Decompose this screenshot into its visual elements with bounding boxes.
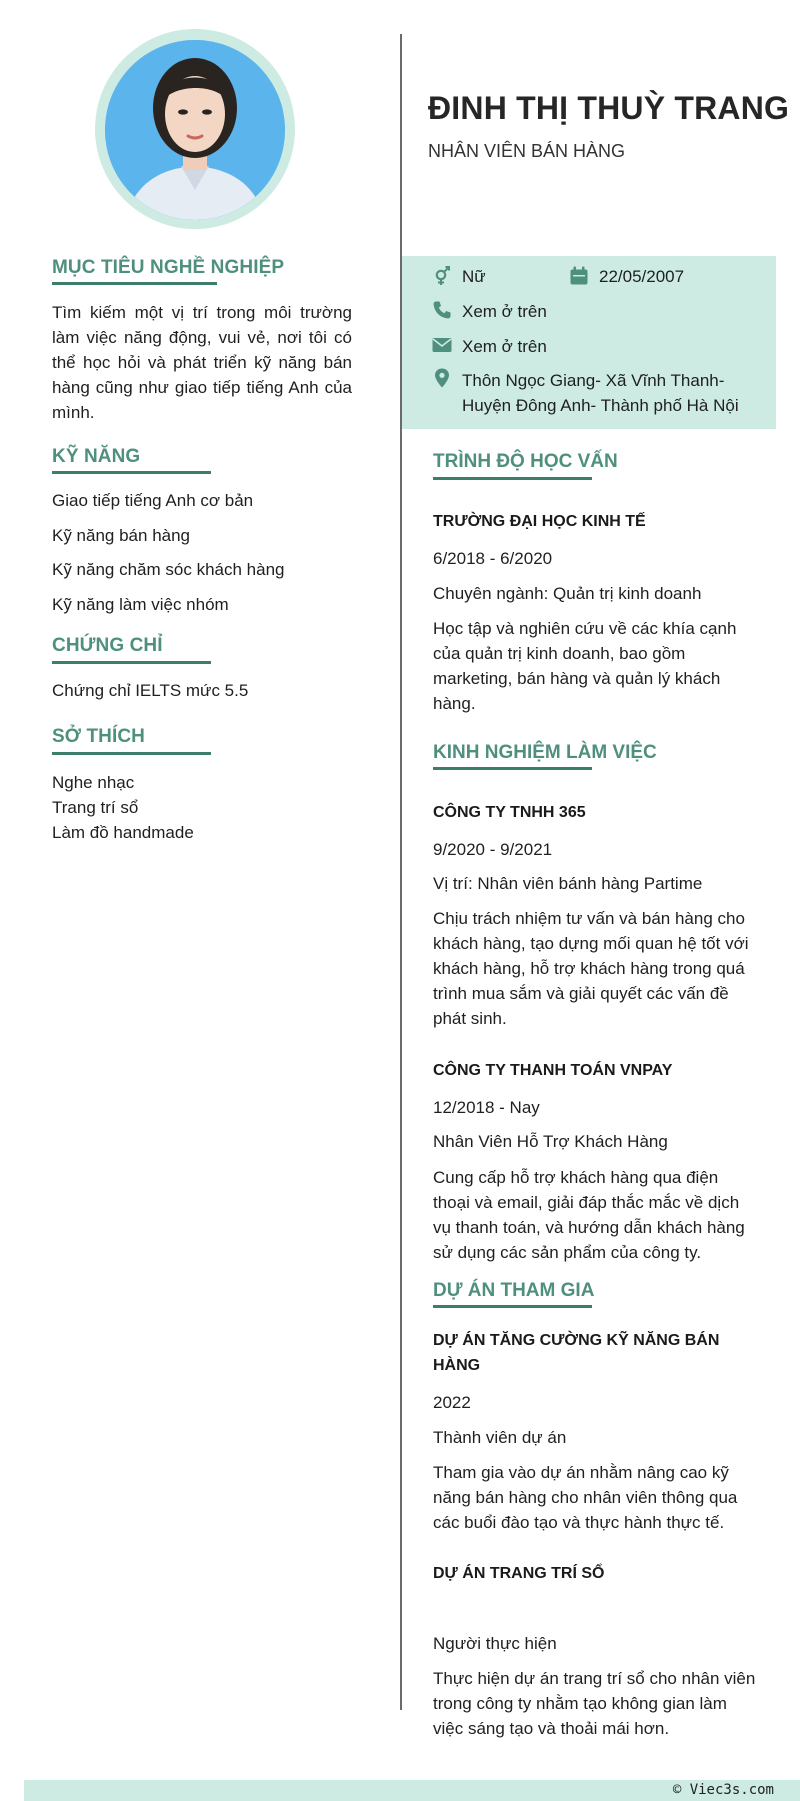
skill-item: Giao tiếp tiếng Anh cơ bản bbox=[52, 491, 254, 510]
job-period: 12/2018 - Nay bbox=[433, 1098, 540, 1117]
skill-item: Kỹ năng bán hàng bbox=[52, 526, 191, 545]
calendar-icon bbox=[569, 266, 589, 286]
project-year: 2022 bbox=[433, 1393, 471, 1412]
phone-icon bbox=[432, 300, 452, 320]
skill-item: Kỹ năng chăm sóc khách hàng bbox=[52, 560, 285, 579]
projects-rule bbox=[433, 1305, 592, 1308]
education-title: TRÌNH ĐỘ HỌC VẤN bbox=[433, 451, 618, 472]
gender-icon bbox=[432, 266, 452, 286]
education-rule bbox=[433, 477, 592, 480]
job-description: Cung cấp hỗ trợ khách hàng qua điện thoại và email, giải đáp thắc mắc về dịch vụ thanh toán, và hướng dẫn khách hàng sử dụng các sản phẩm của công ty. bbox=[433, 1168, 745, 1262]
project-name: DỰ ÁN TĂNG CƯỜNG KỸ NĂNG BÁN HÀNG bbox=[433, 1332, 720, 1374]
location-icon bbox=[432, 368, 452, 388]
footer-watermark: © Viec3s.com bbox=[672, 1782, 774, 1798]
gender-value: Nữ bbox=[462, 267, 486, 286]
education-major: Chuyên ngành: Quản trị kinh doanh bbox=[433, 584, 702, 603]
hobby-item: Nghe nhạc bbox=[52, 773, 135, 792]
company-name: CÔNG TY THANH TOÁN VNPAY bbox=[433, 1062, 673, 1079]
portrait-image bbox=[105, 40, 285, 220]
company-name: CÔNG TY TNHH 365 bbox=[433, 804, 586, 821]
education-description: Học tập và nghiên cứu về các khía cạnh của quản trị kinh doanh, bao gồm marketing, bán hàng và quản lý khách hàng. bbox=[433, 619, 737, 713]
experience-rule bbox=[433, 767, 592, 770]
project-description: Tham gia vào dự án nhằm nâng cao kỹ năng bán hàng cho nhân viên thông qua các buổi đào tạo và thực hành thực tế. bbox=[433, 1463, 738, 1532]
skills-title: KỸ NĂNG bbox=[52, 446, 141, 467]
job-role: Nhân Viên Hỗ Trợ Khách Hàng bbox=[433, 1132, 668, 1151]
project-role: Thành viên dự án bbox=[433, 1428, 567, 1447]
project-name: DỰ ÁN TRANG TRÍ SỔ bbox=[433, 1565, 605, 1582]
education-period: 6/2018 - 6/2020 bbox=[433, 549, 553, 568]
job-role: Vị trí: Nhân viên bánh hàng Partime bbox=[433, 874, 703, 893]
job-description: Chịu trách nhiệm tư vấn và bán hàng cho khách hàng, tạo dựng mối quan hệ tốt với khách hàng, hỗ trợ khách hàng trong quá trình mua sắm và giải quyết các vấn đề phát sinh. bbox=[433, 909, 749, 1028]
project-description: Thực hiện dự án trang trí sổ cho nhân viên trong công ty nhằm tạo không gian làm việc sáng tạo và thoải mái hơn. bbox=[433, 1669, 756, 1738]
job-period: 9/2020 - 9/2021 bbox=[433, 840, 553, 859]
avatar bbox=[105, 40, 285, 220]
address-line1: Thôn Ngọc Giang- Xã Vĩnh Thanh- bbox=[462, 371, 725, 390]
email-value: Xem ở trên bbox=[462, 337, 547, 356]
candidate-name: ĐINH THỊ THUỲ TRANG bbox=[428, 90, 790, 126]
hobby-list bbox=[52, 770, 194, 845]
hobby-item: Trang trí sổ bbox=[52, 798, 139, 817]
experience-title: KINH NGHIỆM LÀM VIỆC bbox=[433, 742, 657, 763]
skills-rule bbox=[52, 471, 211, 474]
certificates-rule bbox=[52, 661, 211, 664]
address-line2: Huyện Đông Anh- Thành phố Hà Nội bbox=[462, 396, 739, 415]
certificates-title: CHỨNG CHỈ bbox=[52, 635, 163, 656]
skill-item: Kỹ năng làm việc nhóm bbox=[52, 595, 229, 614]
footer-band bbox=[24, 1780, 800, 1801]
hobby-item: Làm đồ handmade bbox=[52, 823, 194, 842]
school-name: TRƯỜNG ĐẠI HỌC KINH TẾ bbox=[433, 513, 646, 530]
hobbies-rule bbox=[52, 752, 211, 755]
birthday-value: 22/05/2007 bbox=[599, 267, 685, 286]
projects-title: DỰ ÁN THAM GIA bbox=[433, 1280, 595, 1301]
certificate-item: Chứng chỉ IELTS mức 5.5 bbox=[52, 681, 249, 700]
candidate-job-title: NHÂN VIÊN BÁN HÀNG bbox=[428, 141, 626, 161]
objective-rule bbox=[52, 282, 217, 285]
email-icon bbox=[432, 335, 452, 355]
project-role: Người thực hiện bbox=[433, 1634, 557, 1653]
objective-title: MỤC TIÊU NGHỀ NGHIỆP bbox=[52, 257, 285, 278]
phone-value: Xem ở trên bbox=[462, 302, 547, 321]
objective-text: Tìm kiếm một vị trí trong môi trường làm việc năng động, vui vẻ, nơi tôi có thể học hỏi và phát triển kỹ năng bán hàng cũng như giao tiếp tiếng Anh của mình. bbox=[52, 303, 352, 422]
hobbies-title: SỞ THÍCH bbox=[52, 726, 146, 747]
